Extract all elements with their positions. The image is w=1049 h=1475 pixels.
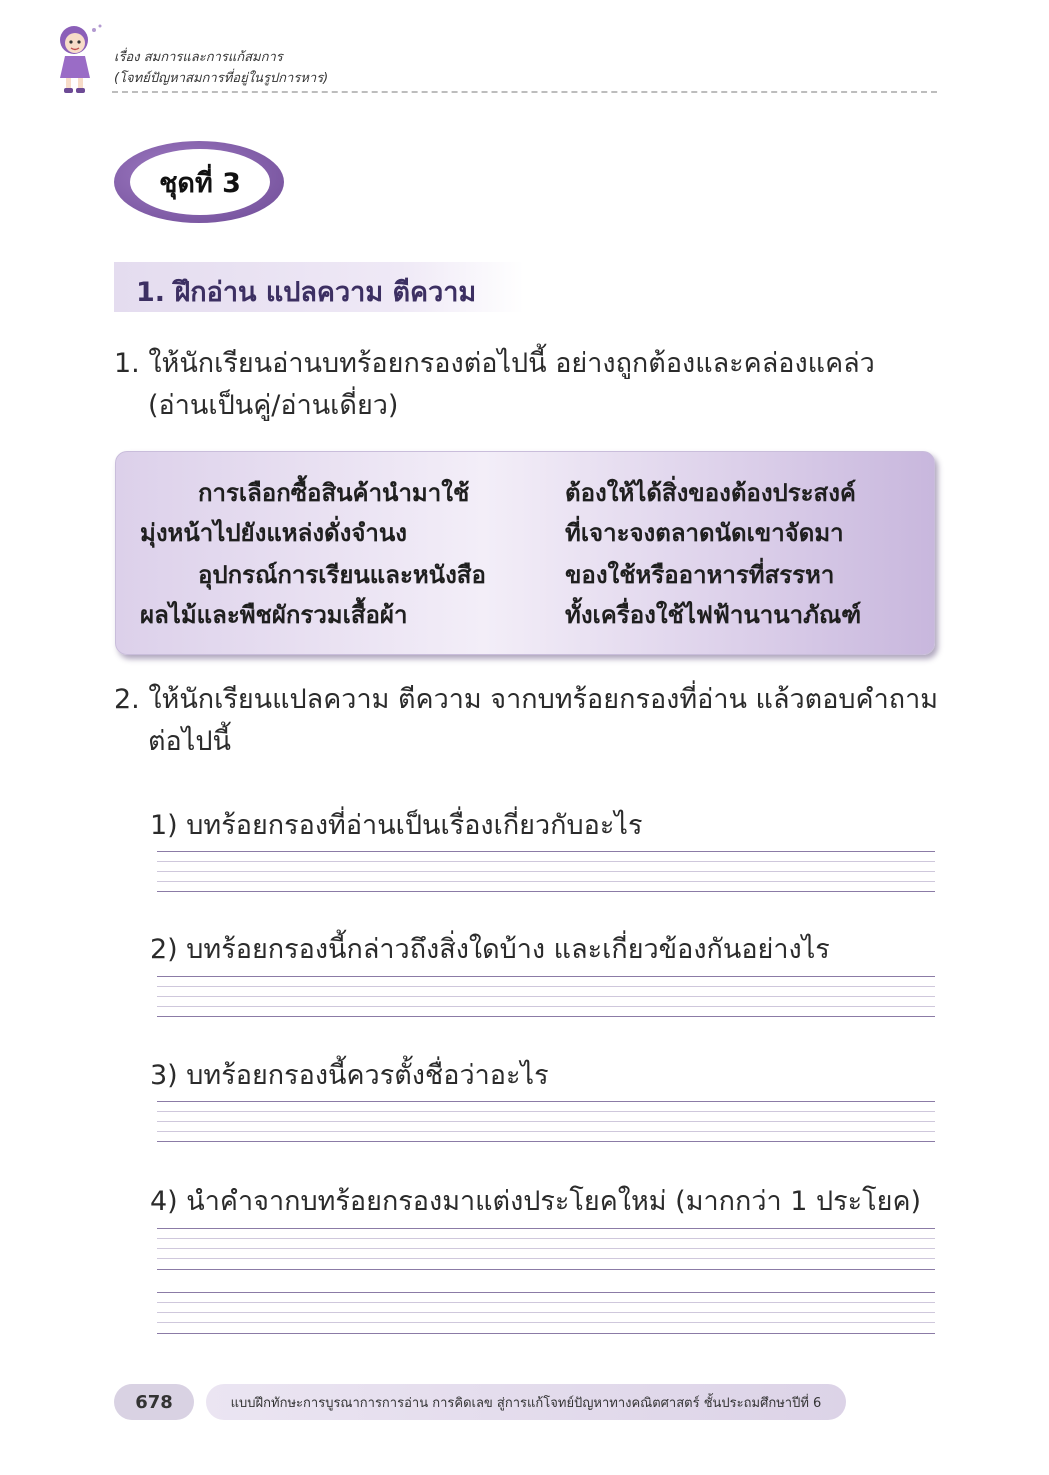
answer-guide-line <box>157 1302 935 1303</box>
poem-right-line-3: ของใช้หรืออาหารที่สรรหา <box>565 561 835 589</box>
answer-guide-line <box>157 986 935 987</box>
answer-line <box>157 1228 935 1229</box>
poem-left-line-4: ผลไม้และพืชผักรวมเสื้อผ้า <box>140 601 408 629</box>
question-1-line-2: (อ่านเป็นคู่/อ่านเดี่ยว) <box>148 390 399 421</box>
sub-question-4: 4) นำคำจากบทร้อยกรองมาแต่งประโยคใหม่ (มากกว่า 1 ประโยค) <box>150 1186 922 1217</box>
answer-guide-line <box>157 881 935 882</box>
answer-guide-line <box>157 996 935 997</box>
answer-line <box>157 1141 935 1142</box>
answer-guide-line <box>157 1111 935 1112</box>
poem-left-line-2: มุ่งหน้าไปยังแหล่งดั่งจำนง <box>140 519 408 547</box>
answer-guide-line <box>157 871 935 872</box>
answer-guide-line <box>157 1248 935 1249</box>
answer-guide-line <box>157 861 935 862</box>
answer-line <box>157 1016 935 1017</box>
sub-question-2: 2) บทร้อยกรองนี้กล่าวถึงสิ่งใดบ้าง และเกี่ยวข้องกันอย่างไร <box>150 934 830 965</box>
poem-right-line-1: ต้องให้ได้สิ่งของต้องประสงค์ <box>565 479 856 507</box>
poem-right-line-4: ทั้งเครื่องใช้ไฟฟ้านานาภัณฑ์ <box>565 601 862 629</box>
answer-guide-line <box>157 1131 935 1132</box>
question-2-line-2: ต่อไปนี้ <box>148 726 231 757</box>
answer-line <box>157 1101 935 1102</box>
answer-line <box>157 1292 935 1293</box>
header-topic: เรื่อง สมการและการแก้สมการ <box>114 50 283 65</box>
answer-guide-line <box>157 1238 935 1239</box>
answer-guide-line <box>157 1006 935 1007</box>
answer-line <box>157 1269 935 1270</box>
answer-guide-line <box>157 1121 935 1122</box>
question-2-line-1: 2. ให้นักเรียนแปลความ ตีความ จากบทร้อยกรองที่อ่าน แล้วตอบคำถาม <box>114 684 939 715</box>
answer-line <box>157 851 935 852</box>
book-title: แบบฝึกทักษะการบูรณาการการอ่าน การคิดเลข สู่การแก้โจทย์ปัญหาทางคณิตศาสตร์ ชั้นประถมศึกษาปีที่ 6 <box>206 1384 846 1420</box>
answer-guide-line <box>157 1322 935 1323</box>
answer-line <box>157 976 935 977</box>
answer-line <box>157 891 935 892</box>
header-subtopic: (โจทย์ปัญหาสมการที่อยู่ในรูปการหาร) <box>114 71 329 86</box>
poem-right-line-2: ที่เจาะจงตลาดนัดเขาจัดมา <box>565 519 844 547</box>
girl-mascot-icon <box>54 22 106 96</box>
question-1-line-1: 1. ให้นักเรียนอ่านบทร้อยกรองต่อไปนี้ อย่างถูกต้องและคล่องแคล่ว <box>114 348 875 379</box>
set-badge: ชุดที่ 3 <box>130 149 270 215</box>
page-number: 678 <box>114 1384 194 1420</box>
answer-line <box>157 1333 935 1334</box>
poem-left-line-3: อุปกรณ์การเรียนและหนังสือ <box>198 561 486 589</box>
sub-question-1: 1) บทร้อยกรองที่อ่านเป็นเรื่องเกี่ยวกับอะไร <box>150 810 643 841</box>
answer-guide-line <box>157 1258 935 1259</box>
sub-question-3: 3) บทร้อยกรองนี้ควรตั้งชื่อว่าอะไร <box>150 1060 549 1091</box>
answer-guide-line <box>157 1312 935 1313</box>
header-divider <box>112 91 937 93</box>
section-title: 1. ฝึกอ่าน แปลความ ตีความ <box>136 277 477 308</box>
poem-left-line-1: การเลือกซื้อสินค้านำมาใช้ <box>198 479 470 507</box>
